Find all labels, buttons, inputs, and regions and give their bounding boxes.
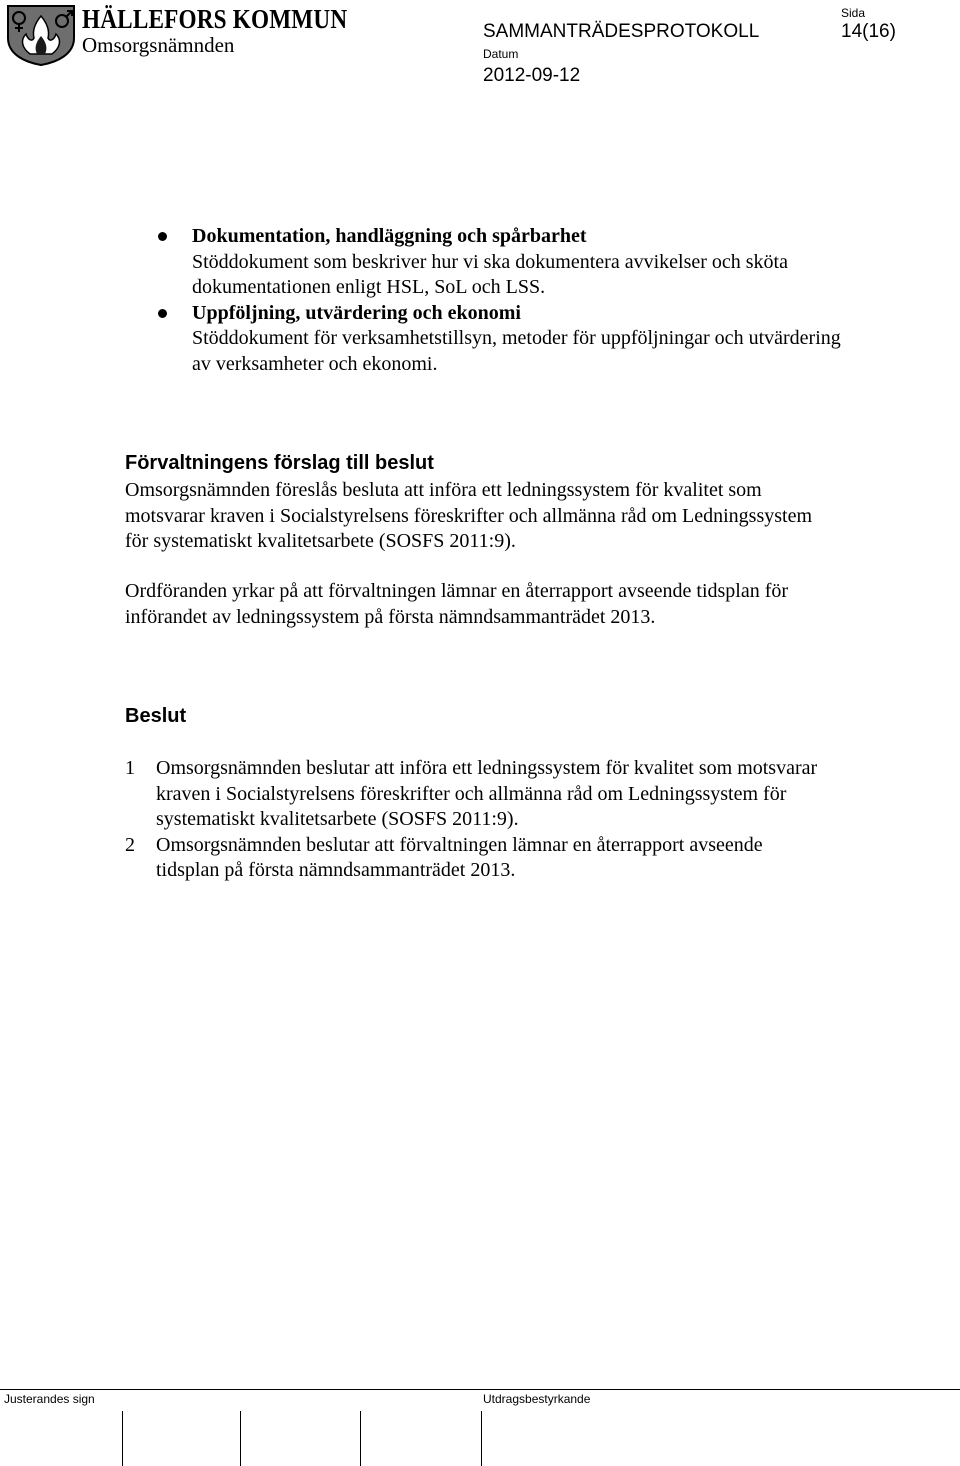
date-label: Datum xyxy=(483,47,519,61)
extract-certification-label: Utdragsbestyrkande xyxy=(483,1392,591,1406)
decision-text: Omsorgsnämnden beslutar att införa ett ledningssystem för kvalitet som motsvarar kraven i Socialstyrelsens föreskrifter och allmänna råd om Ledningssystem för systematiskt kvalitetsarbete (SOSFS 2011:9). xyxy=(156,757,818,830)
proposal-heading: Förvaltningens förslag till beslut xyxy=(125,452,434,474)
bullet-icon xyxy=(158,232,167,241)
department-name: Omsorgsnämnden xyxy=(82,33,235,57)
list-item-heading: Uppföljning, utvärdering och ekonomi xyxy=(192,301,521,324)
bullet-icon xyxy=(158,309,167,318)
decision-number: 2 xyxy=(125,833,135,856)
municipality-name: HÄLLEFORS KOMMUN xyxy=(82,4,348,34)
adjuster-signature-label: Justerandes sign xyxy=(4,1392,95,1406)
page-label: Sida xyxy=(841,6,866,20)
document-type: SAMMANTRÄDESPROTOKOLL xyxy=(483,21,760,42)
meeting-date: 2012-09-12 xyxy=(483,65,581,86)
list-item-description: Stöddokument för verksamhetstillsyn, metoder för uppföljningar och utvärdering av verksamheter och ekonomi. xyxy=(192,327,841,375)
list-item-heading: Dokumentation, handläggning och spårbarhet xyxy=(192,225,587,247)
decision-item xyxy=(125,756,825,833)
list-item xyxy=(192,301,842,378)
support-documents-list xyxy=(192,224,842,377)
decision-number: 1 xyxy=(125,757,135,779)
chair-motion-paragraph: Ordföranden yrkar på att förvaltningen lämnar en återrapport avseende tidsplan för införandet av ledningssystem på första nämndsammanträdet 2013. xyxy=(125,580,789,628)
decision-text: Omsorgsnämnden beslutar att förvaltningen lämnar en återrapport avseende tidsplan på första nämndsammanträdet 2013. xyxy=(156,833,763,881)
decision-item xyxy=(125,833,825,884)
signature-box-divider xyxy=(240,1411,241,1466)
decision-list xyxy=(125,756,825,884)
footer-divider xyxy=(0,1389,960,1390)
list-item xyxy=(192,224,842,301)
proposal-paragraph: Omsorgsnämnden föreslås besluta att införa ett ledningssystem för kvalitet som motsvarar kraven i Socialstyrelsens föreskrifter och allmänna råd om Ledningssystem för systematiskt kvalitetsarbete (SOSFS 2011:9). xyxy=(125,479,813,552)
page-number: 14(16) xyxy=(841,21,896,42)
signature-box-divider xyxy=(360,1411,361,1466)
signature-box-divider xyxy=(122,1411,123,1466)
list-item-description: Stöddokument som beskriver hur vi ska dokumentera avvikelser och sköta dokumentationen enligt HSL, SoL och LSS. xyxy=(192,250,788,298)
signature-box-divider xyxy=(481,1411,482,1466)
decision-heading: Beslut xyxy=(125,705,187,727)
municipal-crest-icon xyxy=(6,4,76,66)
